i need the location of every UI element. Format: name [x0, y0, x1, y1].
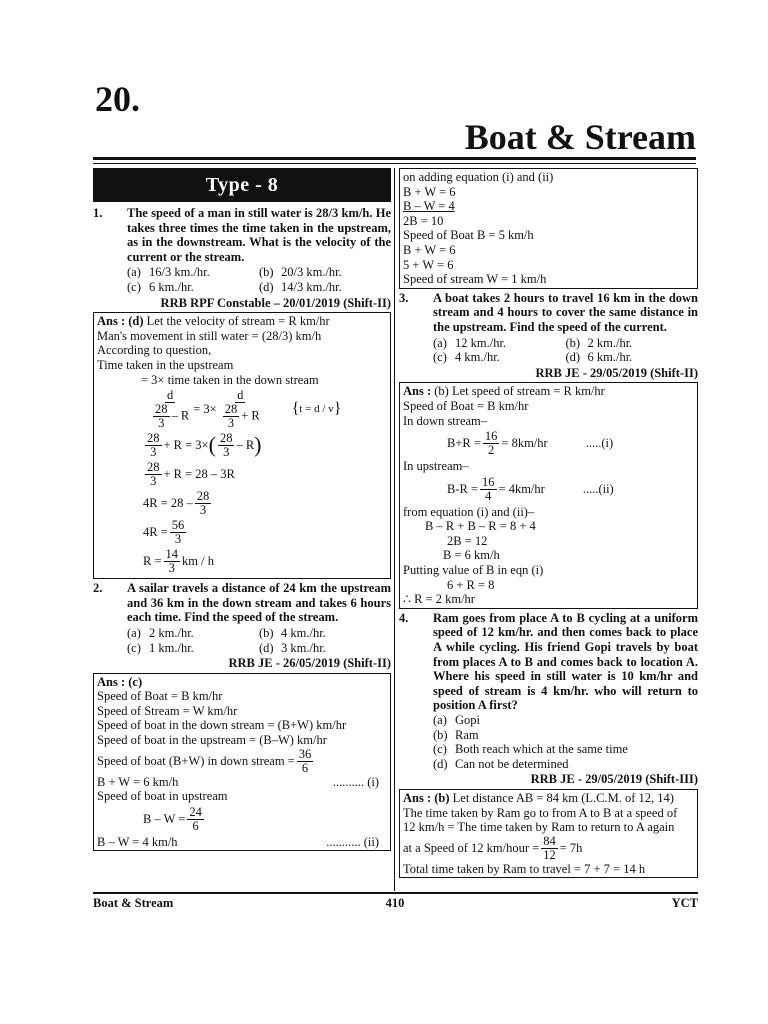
answer-line: from equation (i) and (ii)–: [403, 504, 535, 519]
answer-label: Ans : (b): [403, 790, 450, 805]
answer-line: Speed of boat in the down stream = (B+W) km/hr: [97, 718, 347, 733]
option-d: (d) 14/3 km./hr.: [259, 279, 342, 294]
equation-step-1: d $\frac{28}{3}$ – R = 3× d $\frac{28}{3}$ + R { t = d / v }: [155, 388, 342, 431]
answer-line: Putting value of B in eqn (i): [403, 563, 544, 578]
answer-equation: B+R = $\frac{16}{2}$ = 8km/hr .....(i): [447, 429, 614, 458]
answer-2-box: [93, 673, 391, 852]
answer-1-box: [93, 312, 391, 579]
answer-line: Man's movement in still water = (28/3) km/h: [97, 328, 322, 343]
answer-line: B + W = 6: [403, 184, 456, 199]
answer-line: B + W = 6: [403, 242, 456, 257]
question-1: [93, 206, 391, 264]
question-2: [93, 581, 391, 625]
question-1-source: RRB RPF Constable – 20/01/2019 (Shift-II): [160, 295, 391, 310]
question-text: Ram goes from place A to B cycling at a uniform speed of 12 km/hr. and then comes back to place A while cycling. His friend Gopi travels by boat from places A to B and comes back to location A. Where his speed in still water is 10 km/hr and speed of stream is 4 km/hr. who will return to position A first?: [433, 610, 698, 713]
answer-line: = 3× time taken in the down stream: [141, 372, 319, 387]
answer-line: 2B = 12: [447, 533, 488, 548]
chapter-number: 20.: [95, 79, 140, 119]
option-d: (d) 6 km./hr.: [565, 350, 633, 365]
answer-line: Speed of stream W = 1 km/h: [403, 272, 547, 287]
option-a: (a) 12 km./hr.: [433, 335, 507, 350]
option-a: (a) 2 km./hr.: [127, 625, 194, 640]
answer-2-continued: [399, 168, 698, 289]
answer-line: B + W = 6 km/h .......... (i): [97, 774, 379, 789]
option-d: (d) 3 km./hr.: [259, 640, 326, 655]
answer-line: In upstream–: [403, 459, 469, 474]
header-rule-thick: [93, 157, 696, 160]
question-text: A boat takes 2 hours to travel 16 km in the down stream and 4 hours to cover the same distance in the upstream. Find the speed of the current.: [433, 290, 698, 334]
equation-step-6: R = $\frac{14}{3}$ km / h: [143, 547, 214, 576]
footer-rule: [93, 892, 698, 894]
question-number: 4.: [399, 610, 409, 625]
answer-line: According to question,: [97, 343, 212, 358]
answer-line: 2B = 10: [403, 213, 444, 228]
answer-line: Let the velocity of stream = R km/hr: [146, 314, 330, 329]
option-c: (c) 1 km./hr.: [127, 640, 194, 655]
question-2-source: RRB JE - 26/05/2019 (Shift-II): [228, 656, 391, 671]
option-b: (b) 4 km./hr.: [259, 625, 326, 640]
question-3: [399, 291, 698, 335]
question-number: 2.: [93, 581, 103, 596]
answer-line: Speed of Boat = B km/hr: [97, 689, 223, 704]
question-number: 3.: [399, 290, 409, 305]
answer-line: Speed of boat in the upstream = (B–W) km/hr: [97, 733, 327, 748]
option-c: (c) 6 km./hr.: [127, 279, 194, 294]
type-banner: Type - 8: [93, 168, 391, 202]
answer-4-box: [399, 789, 698, 878]
chapter-title: Boat & Stream: [464, 117, 696, 157]
answer-line: B – W = 4 km/h ........... (ii): [97, 834, 379, 849]
option-c: (c) Both reach which at the same time: [433, 742, 628, 757]
answer-line: 12 km/h = The time taken by Ram to return to A again: [403, 820, 675, 835]
answer-line: B – R + B – R = 8 + 4: [425, 519, 536, 534]
answer-line: Speed of Boat = B km/hr: [403, 398, 529, 413]
equation-step-2: $\frac{28}{3}$ + R = 3× ( $\frac{28}{3}$ – R ): [147, 431, 262, 460]
answer-line: Speed of Boat B = 5 km/h: [403, 228, 534, 243]
formula-note: t = d / v: [299, 403, 334, 416]
option-a: (a) 16/3 km./hr.: [127, 265, 210, 280]
question-text: The speed of a man in still water is 28/3 km/h. He takes three times the time taken in the upstream, as in the downstream. What is the velocity of the current or the stream.: [127, 206, 391, 264]
option-b: (b) 20/3 km./hr.: [259, 265, 342, 280]
footer-chapter: Boat & Stream: [93, 896, 174, 910]
answer-line: on adding equation (i) and (ii): [403, 170, 554, 184]
answer-line: B = 6 km/h: [443, 548, 500, 563]
column-divider: [394, 168, 395, 891]
equation-step-5: 4R = $\frac{56}{3}$: [143, 518, 185, 547]
answer-line: (b) Let speed of stream = R km/hr: [434, 384, 605, 399]
header-rule-thin: [93, 163, 696, 164]
equation-step-3: $\frac{28}{3}$ + R = 28 – 3R: [147, 460, 235, 489]
question-3-source: RRB JE - 29/05/2019 (Shift-II): [535, 365, 698, 380]
question-3-options: [399, 336, 698, 365]
answer-line: ∴ R = 2 km/hr: [403, 592, 475, 607]
answer-equation: B – W = $\frac{24}{6}$: [143, 804, 202, 833]
page-number: 410: [385, 896, 405, 910]
question-4: [399, 611, 698, 713]
answer-line: Total time taken by Ram to travel = 7 + 7 = 14 h: [403, 861, 646, 876]
answer-line: Time taken in the upstream: [97, 357, 234, 372]
answer-line: B – W = 4: [403, 199, 455, 214]
answer-equation: at a Speed of 12 km/hour = $\frac{84}{12}$ = 7h: [403, 833, 583, 862]
answer-label: Ans :: [403, 384, 432, 399]
question-number: 1.: [93, 206, 103, 220]
answer-line: Speed of boat (B+W) in down stream = $\frac{36}{6}$: [97, 746, 312, 775]
question-2-options: [93, 626, 391, 655]
question-4-options: [399, 713, 698, 771]
answer-label: Ans : (d): [97, 314, 144, 329]
answer-label: Ans : (c): [97, 674, 143, 689]
question-1-options: [93, 265, 391, 294]
answer-line: Speed of boat in upstream: [97, 789, 228, 804]
option-b: (b) 2 km./hr.: [565, 335, 633, 350]
right-column: [399, 168, 698, 891]
answer-line: 6 + R = 8: [447, 577, 495, 592]
question-4-source: RRB JE - 29/05/2019 (Shift-III): [530, 772, 698, 787]
option-c: (c) 4 km./hr.: [433, 350, 500, 365]
answer-3-box: [399, 382, 698, 609]
option-a: (a) Gopi: [433, 713, 480, 727]
question-text: A sailar travels a distance of 24 km the upstream and 36 km in the down stream and takes 6 hours each time. Find the speed of the stream.: [127, 581, 391, 625]
answer-equation: B-R = $\frac{16}{4}$ = 4km/hr .....(ii): [447, 474, 614, 503]
answer-line: 5 + W = 6: [403, 257, 454, 272]
answer-line: Speed of Stream = W km/hr: [97, 703, 238, 718]
equation-step-4: 4R = 28 – $\frac{28}{3}$: [143, 489, 210, 518]
left-column: [93, 168, 391, 891]
option-b: (b) Ram: [433, 727, 479, 742]
answer-line: In down stream–: [403, 413, 488, 428]
answer-line: Let distance AB = 84 km (L.C.M. of 12, 14): [452, 790, 674, 805]
footer-publisher: YCT: [671, 896, 698, 910]
option-d: (d) Can not be determined: [433, 756, 569, 771]
answer-line: The time taken by Ram go to from A to B at a speed of: [403, 805, 678, 820]
